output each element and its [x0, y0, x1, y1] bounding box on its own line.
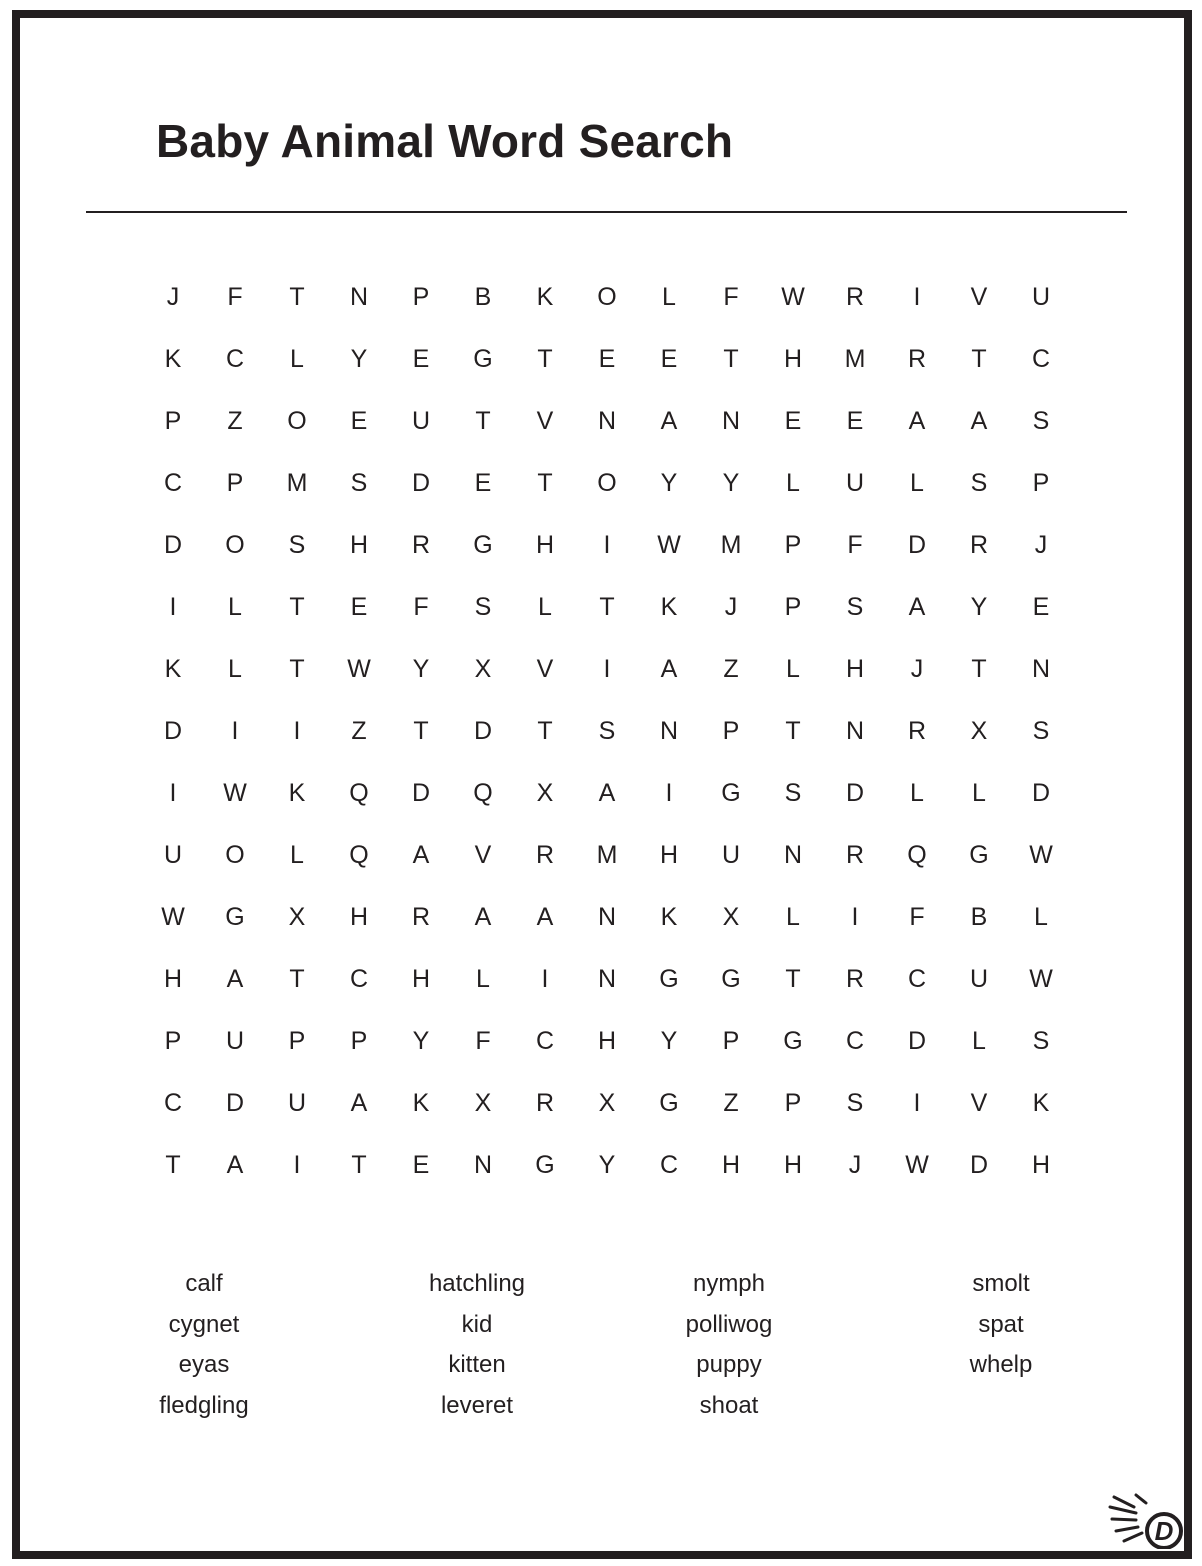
grid-letter[interactable]: T — [165, 1151, 181, 1179]
grid-letter[interactable]: O — [597, 469, 617, 497]
grid-letter[interactable]: E — [350, 593, 368, 621]
grid-letter[interactable]: M — [844, 345, 866, 373]
grid-letter[interactable]: C — [225, 345, 245, 373]
grid-letter[interactable]: T — [537, 717, 553, 745]
grid-letter[interactable]: L — [972, 1027, 986, 1055]
grid-letter[interactable]: T — [723, 345, 739, 373]
grid-letter[interactable]: D — [411, 469, 431, 497]
grid-letter[interactable]: N — [845, 717, 865, 745]
grid-letter[interactable]: U — [969, 965, 989, 993]
grid-letter[interactable]: C — [535, 1027, 555, 1055]
grid-letter[interactable]: A — [412, 841, 430, 869]
grid-letter[interactable]: R — [845, 965, 865, 993]
grid-letter[interactable]: V — [536, 407, 554, 435]
grid-letter[interactable]: O — [287, 407, 307, 435]
grid-letter[interactable]: L — [476, 965, 490, 993]
grid-letter[interactable]: I — [603, 655, 611, 683]
grid-letter[interactable]: S — [474, 593, 492, 621]
grid-letter[interactable]: S — [1032, 407, 1050, 435]
grid-letter[interactable]: X — [288, 903, 306, 931]
grid-letter[interactable]: N — [597, 903, 617, 931]
grid-letter[interactable]: E — [660, 345, 678, 373]
grid-letter[interactable]: A — [226, 1151, 244, 1179]
grid-letter[interactable]: I — [913, 283, 921, 311]
grid-letter[interactable]: E — [784, 407, 802, 435]
grid-letter[interactable]: V — [536, 655, 554, 683]
grid-letter[interactable]: U — [225, 1027, 245, 1055]
grid-letter[interactable]: E — [474, 469, 492, 497]
grid-letter[interactable]: E — [350, 407, 368, 435]
grid-letter[interactable]: U — [721, 841, 741, 869]
sun-rays-d-logo-icon — [1106, 1493, 1188, 1549]
grid-letter[interactable]: G — [969, 841, 989, 869]
grid-letter[interactable]: K — [288, 779, 306, 807]
grid-letter[interactable]: T — [413, 717, 429, 745]
grid-letter[interactable]: T — [785, 965, 801, 993]
word-list-item: hatchling — [428, 1270, 526, 1297]
grid-letter[interactable]: A — [350, 1089, 368, 1117]
grid-letter[interactable]: A — [660, 407, 678, 435]
grid-letter[interactable]: L — [662, 283, 676, 311]
grid-letter[interactable]: D — [411, 779, 431, 807]
grid-letter[interactable]: A — [908, 593, 926, 621]
grid-letter[interactable]: Z — [351, 717, 367, 745]
grid-letter[interactable]: S — [1032, 1027, 1050, 1055]
grid-letter[interactable]: V — [474, 841, 492, 869]
grid-letter[interactable]: F — [475, 1027, 491, 1055]
grid-letter[interactable]: Q — [349, 779, 369, 807]
grid-letter[interactable]: I — [231, 717, 239, 745]
word-list-item: fledgling — [159, 1391, 249, 1419]
grid-letter[interactable]: E — [846, 407, 864, 435]
grid-letter[interactable]: K — [660, 593, 678, 621]
grid-row — [142, 1010, 1072, 1072]
grid-row — [142, 1134, 1072, 1196]
grid-letter[interactable]: Y — [412, 1027, 430, 1055]
grid-letter[interactable]: R — [845, 841, 865, 869]
grid-letter[interactable]: T — [289, 283, 305, 311]
grid-letter[interactable]: K — [660, 903, 678, 931]
word-column — [357, 1264, 597, 1426]
grid-letter[interactable]: W — [1029, 841, 1053, 869]
grid-letter[interactable]: D — [163, 717, 183, 745]
grid-letter[interactable]: D — [473, 717, 493, 745]
grid-letter[interactable]: D — [907, 1027, 927, 1055]
grid-letter[interactable]: B — [970, 903, 988, 931]
grid-letter[interactable]: N — [597, 965, 617, 993]
grid-letter[interactable]: F — [847, 531, 863, 559]
grid-letter[interactable]: J — [724, 593, 738, 621]
grid-letter[interactable]: A — [226, 965, 244, 993]
grid-letter[interactable]: C — [845, 1027, 865, 1055]
grid-letter[interactable]: Y — [722, 469, 740, 497]
grid-letter[interactable]: D — [225, 1089, 245, 1117]
grid-letter[interactable]: H — [783, 345, 803, 373]
grid-letter[interactable]: E — [412, 345, 430, 373]
grid-letter[interactable]: S — [970, 469, 988, 497]
word-list-item: cygnet — [168, 1310, 240, 1338]
grid-letter[interactable]: H — [1031, 1151, 1051, 1179]
grid-letter[interactable]: W — [223, 779, 247, 807]
grid-row — [142, 1072, 1072, 1134]
grid-letter[interactable]: O — [597, 283, 617, 311]
grid-letter[interactable]: L — [538, 593, 552, 621]
grid-letter[interactable]: X — [598, 1089, 616, 1117]
grid-letter[interactable]: L — [290, 345, 304, 373]
grid-letter[interactable]: O — [225, 841, 245, 869]
grid-letter[interactable]: K — [536, 283, 554, 311]
letter-grid — [142, 266, 1072, 1196]
grid-letter[interactable]: F — [909, 903, 925, 931]
grid-letter[interactable]: L — [910, 779, 924, 807]
grid-letter[interactable]: J — [848, 1151, 862, 1179]
grid-letter[interactable]: R — [535, 841, 555, 869]
grid-letter[interactable]: A — [474, 903, 492, 931]
grid-letter[interactable]: B — [474, 283, 492, 311]
grid-letter[interactable]: W — [161, 903, 185, 931]
grid-letter[interactable]: S — [784, 779, 802, 807]
grid-letter[interactable]: Q — [907, 841, 927, 869]
grid-letter[interactable]: S — [288, 531, 306, 559]
grid-letter[interactable]: T — [971, 345, 987, 373]
grid-letter[interactable]: I — [851, 903, 859, 931]
grid-letter[interactable]: P — [784, 1089, 802, 1117]
grid-letter[interactable]: Q — [473, 779, 493, 807]
grid-letter[interactable]: T — [599, 593, 615, 621]
grid-letter[interactable]: Q — [349, 841, 369, 869]
grid-letter[interactable]: W — [657, 531, 681, 559]
grid-letter[interactable]: P — [350, 1027, 368, 1055]
grid-letter[interactable]: L — [910, 469, 924, 497]
grid-letter[interactable]: X — [474, 655, 492, 683]
grid-letter[interactable]: T — [475, 407, 491, 435]
grid-letter[interactable]: I — [169, 779, 177, 807]
grid-letter[interactable]: S — [846, 593, 864, 621]
grid-letter[interactable]: U — [1031, 283, 1051, 311]
grid-letter[interactable]: L — [786, 903, 800, 931]
word-list-item: whelp — [969, 1351, 1033, 1378]
grid-letter[interactable]: S — [846, 1089, 864, 1117]
grid-letter[interactable]: D — [969, 1151, 989, 1179]
grid-letter[interactable]: S — [1032, 717, 1050, 745]
grid-letter[interactable]: N — [473, 1151, 493, 1179]
grid-letter[interactable]: I — [541, 965, 549, 993]
grid-letter[interactable]: A — [536, 903, 554, 931]
word-list-item: kitten — [448, 1351, 506, 1378]
grid-letter[interactable]: F — [227, 283, 243, 311]
grid-letter[interactable]: H — [783, 1151, 803, 1179]
grid-letter[interactable]: G — [535, 1151, 555, 1179]
grid-letter[interactable]: H — [349, 903, 369, 931]
grid-letter[interactable]: H — [411, 965, 431, 993]
grid-letter[interactable]: Y — [350, 345, 368, 373]
grid-letter[interactable]: Y — [660, 469, 678, 497]
grid-letter[interactable]: N — [783, 841, 803, 869]
grid-letter[interactable]: T — [537, 469, 553, 497]
grid-letter[interactable]: I — [913, 1089, 921, 1117]
grid-letter[interactable]: Y — [598, 1151, 616, 1179]
grid-letter[interactable]: C — [349, 965, 369, 993]
grid-letter[interactable]: G — [783, 1027, 803, 1055]
grid-row — [142, 514, 1072, 576]
word-column — [881, 1264, 1121, 1386]
grid-letter[interactable]: E — [412, 1151, 430, 1179]
grid-letter[interactable]: C — [163, 469, 183, 497]
grid-row — [142, 266, 1072, 328]
grid-letter[interactable]: G — [473, 531, 493, 559]
grid-letter[interactable]: P — [784, 593, 802, 621]
word-list-item: polliwog — [685, 1310, 773, 1338]
grid-letter[interactable]: D — [907, 531, 927, 559]
grid-letter[interactable]: P — [226, 469, 244, 497]
grid-letter[interactable]: X — [970, 717, 988, 745]
grid-letter[interactable]: R — [411, 903, 431, 931]
grid-letter[interactable]: W — [905, 1151, 929, 1179]
grid-letter[interactable]: C — [659, 1151, 679, 1179]
grid-letter[interactable]: G — [659, 965, 679, 993]
grid-letter[interactable]: C — [907, 965, 927, 993]
grid-letter[interactable]: W — [347, 655, 371, 683]
grid-letter[interactable]: Y — [660, 1027, 678, 1055]
grid-letter[interactable]: Y — [412, 655, 430, 683]
grid-letter[interactable]: A — [598, 779, 616, 807]
grid-letter[interactable]: U — [411, 407, 431, 435]
word-list-item: spat — [978, 1310, 1024, 1338]
grid-letter[interactable]: K — [164, 345, 182, 373]
grid-row — [142, 700, 1072, 762]
grid-letter[interactable]: Z — [723, 1089, 739, 1117]
grid-letter[interactable]: P — [722, 1027, 740, 1055]
grid-letter[interactable]: P — [784, 531, 802, 559]
grid-letter[interactable]: L — [786, 655, 800, 683]
grid-letter[interactable]: J — [910, 655, 924, 683]
grid-letter[interactable]: I — [293, 1151, 301, 1179]
grid-row — [142, 886, 1072, 948]
grid-letter[interactable]: U — [163, 841, 183, 869]
grid-letter[interactable]: A — [970, 407, 988, 435]
grid-letter[interactable]: L — [290, 841, 304, 869]
grid-letter[interactable]: X — [536, 779, 554, 807]
word-list — [0, 1264, 1202, 1434]
grid-letter[interactable]: R — [845, 283, 865, 311]
grid-letter[interactable]: G — [473, 345, 493, 373]
word-list-item: shoat — [699, 1391, 759, 1419]
grid-letter[interactable]: H — [845, 655, 865, 683]
grid-row — [142, 948, 1072, 1010]
grid-letter[interactable]: H — [659, 841, 679, 869]
grid-row — [142, 576, 1072, 638]
grid-letter[interactable]: I — [293, 717, 301, 745]
grid-letter[interactable]: P — [164, 1027, 182, 1055]
grid-letter[interactable]: F — [723, 283, 739, 311]
grid-row — [142, 390, 1072, 452]
grid-letter[interactable]: C — [1031, 345, 1051, 373]
grid-letter[interactable]: T — [289, 655, 305, 683]
grid-letter[interactable]: L — [972, 779, 986, 807]
grid-letter[interactable]: R — [907, 345, 927, 373]
word-list-item: puppy — [696, 1351, 762, 1378]
grid-letter[interactable]: D — [163, 531, 183, 559]
word-list-item: nymph — [692, 1270, 766, 1297]
word-list-item: calf — [185, 1270, 223, 1297]
grid-letter[interactable]: H — [163, 965, 183, 993]
grid-letter[interactable]: C — [163, 1089, 183, 1117]
grid-letter[interactable]: N — [597, 407, 617, 435]
grid-letter[interactable]: I — [665, 779, 673, 807]
grid-letter[interactable]: N — [1031, 655, 1051, 683]
grid-letter[interactable]: E — [1032, 593, 1050, 621]
logo-letter: D — [1154, 1516, 1174, 1546]
grid-letter[interactable]: T — [537, 345, 553, 373]
grid-letter[interactable]: D — [1031, 779, 1051, 807]
grid-letter[interactable]: U — [845, 469, 865, 497]
grid-letter[interactable]: J — [1034, 531, 1048, 559]
grid-letter[interactable]: N — [659, 717, 679, 745]
grid-letter[interactable]: R — [907, 717, 927, 745]
grid-letter[interactable]: W — [1029, 965, 1053, 993]
grid-letter[interactable]: J — [166, 283, 180, 311]
grid-letter[interactable]: T — [785, 717, 801, 745]
grid-letter[interactable]: R — [411, 531, 431, 559]
grid-letter[interactable]: L — [228, 655, 242, 683]
grid-letter[interactable]: H — [349, 531, 369, 559]
grid-letter[interactable]: K — [412, 1089, 430, 1117]
grid-row — [142, 452, 1072, 514]
grid-letter[interactable]: T — [971, 655, 987, 683]
grid-letter[interactable]: Z — [723, 655, 739, 683]
grid-letter[interactable]: W — [781, 283, 805, 311]
grid-letter[interactable]: V — [970, 1089, 988, 1117]
word-list-item: smolt — [972, 1270, 1030, 1297]
grid-letter[interactable]: G — [659, 1089, 679, 1117]
grid-letter[interactable]: H — [597, 1027, 617, 1055]
grid-row — [142, 824, 1072, 886]
word-list-item: kid — [461, 1310, 493, 1338]
grid-letter[interactable]: T — [289, 593, 305, 621]
grid-letter[interactable]: S — [350, 469, 368, 497]
grid-letter[interactable]: R — [969, 531, 989, 559]
grid-letter[interactable]: T — [351, 1151, 367, 1179]
grid-row — [142, 328, 1072, 390]
grid-letter[interactable]: A — [660, 655, 678, 683]
grid-letter[interactable]: V — [970, 283, 988, 311]
grid-letter[interactable]: X — [722, 903, 740, 931]
grid-row — [142, 638, 1072, 700]
grid-letter[interactable]: K — [164, 655, 182, 683]
grid-letter[interactable]: A — [908, 407, 926, 435]
grid-letter[interactable]: K — [1032, 1089, 1050, 1117]
page-title: Baby Animal Word Search — [156, 115, 734, 167]
grid-letter[interactable]: L — [786, 469, 800, 497]
grid-letter[interactable]: P — [288, 1027, 306, 1055]
grid-letter[interactable]: G — [721, 779, 741, 807]
word-list-item: eyas — [178, 1351, 230, 1378]
grid-letter[interactable]: G — [721, 965, 741, 993]
grid-row — [142, 762, 1072, 824]
word-column — [84, 1264, 324, 1426]
grid-letter[interactable]: M — [720, 531, 742, 559]
grid-letter[interactable]: X — [474, 1089, 492, 1117]
grid-letter[interactable]: N — [349, 283, 369, 311]
grid-letter[interactable]: S — [598, 717, 616, 745]
grid-letter[interactable]: Y — [970, 593, 988, 621]
grid-letter[interactable]: F — [413, 593, 429, 621]
grid-letter[interactable]: U — [287, 1089, 307, 1117]
grid-letter[interactable]: I — [169, 593, 177, 621]
grid-letter[interactable]: O — [225, 531, 245, 559]
grid-letter[interactable]: P — [1032, 469, 1050, 497]
grid-letter[interactable]: R — [535, 1089, 555, 1117]
grid-letter[interactable]: H — [721, 1151, 741, 1179]
grid-letter[interactable]: P — [412, 283, 430, 311]
grid-letter[interactable]: L — [1034, 903, 1048, 931]
grid-letter[interactable]: Z — [227, 407, 243, 435]
grid-letter[interactable]: M — [286, 469, 308, 497]
grid-letter[interactable]: I — [603, 531, 611, 559]
grid-letter[interactable]: E — [598, 345, 616, 373]
grid-letter[interactable]: N — [721, 407, 741, 435]
grid-letter[interactable]: G — [225, 903, 245, 931]
grid-letter[interactable]: D — [845, 779, 865, 807]
grid-letter[interactable]: P — [722, 717, 740, 745]
grid-letter[interactable]: T — [289, 965, 305, 993]
title-divider — [86, 211, 1127, 213]
grid-letter[interactable]: P — [164, 407, 182, 435]
grid-letter[interactable]: H — [535, 531, 555, 559]
word-column — [609, 1264, 849, 1426]
word-list-item: leveret — [440, 1391, 514, 1419]
grid-letter[interactable]: L — [228, 593, 242, 621]
grid-letter[interactable]: M — [596, 841, 618, 869]
